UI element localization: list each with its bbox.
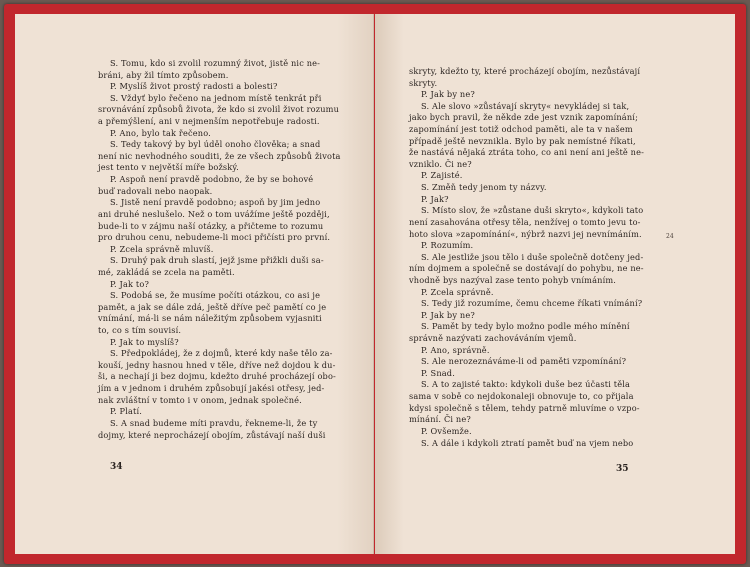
- left-page-text: [98, 58, 346, 441]
- text-line: P. Jak to?: [110, 278, 150, 289]
- text-line: S. Tedy takový by byl úděl onoho člověka; a snad: [110, 139, 321, 150]
- text-line: mínání. Či ne?: [409, 414, 471, 425]
- text-line: P. Ovšemže.: [421, 425, 472, 436]
- text-line: skryty.: [409, 77, 438, 88]
- text-line: S. Tomu, kdo si zvolil rozumný život, jistě nic ne-: [110, 58, 321, 68]
- text-line: správně nazývati zachováváním vjemů.: [409, 333, 577, 344]
- text-line: S. Předpokládej, že z dojmů, které kdy naše tělo za-: [110, 348, 333, 359]
- text-line: a přemýšlení, ani v nejmenším nepotřebuje radosti.: [98, 116, 320, 127]
- text-line: ši, a nechají ji bez dojmu, kdežto druhé procházejí obo-: [98, 371, 336, 382]
- text-line: S. Ale nerozeznáváme-li od paměti vzpomínání?: [421, 356, 627, 367]
- text-line: případě ještě nevznikla. Bylo by pak nemístné říkati,: [409, 135, 636, 146]
- text-line: P. Aspoň není pravdě podobno, že by se bohové: [110, 174, 314, 185]
- open-book: [4, 4, 746, 564]
- text-line: bude-li to v zájmu naší otázky, a přičteme to rozumu: [98, 220, 324, 231]
- text-line: P. Jak?: [421, 193, 449, 204]
- text-line: kdysi společně s tělem, tehdy patrně mluvíme o vzpo-: [409, 402, 640, 413]
- text-line: buď radovali nebo naopak.: [98, 185, 213, 196]
- text-line: P. Myslíš život prostý radosti a bolesti?: [110, 81, 278, 92]
- text-line: vnímání, má-li se nám náležitým způsobem vyjasniti: [98, 313, 322, 324]
- text-line: S. Místo slov, že »zůstane duši skryto«, kdykoli tato: [421, 205, 644, 216]
- text-line: vzniklo. Či ne?: [409, 158, 472, 169]
- text-line: S. Tedy již rozumíme, čemu chceme říkati vnímání?: [421, 298, 643, 309]
- text-line: jest tento v největší míře božský.: [98, 162, 239, 173]
- text-line: P. Platí.: [110, 406, 143, 417]
- text-line: S. Vždyť bylo řečeno na jednom místě tenkrát při: [110, 92, 322, 103]
- text-line: to, co s tím souvisí.: [98, 325, 182, 336]
- text-line: P. Zcela správně mluvíš.: [110, 243, 214, 254]
- text-line: jako bych pravil, že někde zde jest vznik zapomínání;: [409, 112, 638, 123]
- text-line: zapomínání jest totiž odchod paměti, ale ta v našem: [409, 124, 633, 135]
- text-line: S. A to zajisté takto: kdykoli duše bez účasti těla: [421, 379, 631, 390]
- text-line: S. Změň tedy jenom ty názvy.: [421, 182, 547, 193]
- text-line: P. Jak by ne?: [421, 89, 475, 100]
- text-line: ním dojmem a společně se dostávají do pohybu, ne ne-: [409, 263, 644, 274]
- text-line: P. Jak to myslíš?: [110, 336, 179, 347]
- text-line: kouší, jedny hasnou hned v těle, dříve než dojdou k du-: [98, 359, 336, 370]
- text-line: že nastává nějaká ztráta toho, co ani není ani ještě ne-: [409, 147, 645, 158]
- text-line: vhodně bys nazýval zase tento pohyb vnímáním.: [409, 274, 617, 285]
- text-line: S. A dále i kdykoli ztratí pamět buď na vjem nebo: [421, 437, 634, 448]
- text-line: S. Ale jestliže jsou tělo i duše společně dotčeny jed-: [421, 251, 644, 262]
- text-line: bráni, aby žil tímto způsobem.: [98, 69, 229, 80]
- text-line: jím a v jednom i druhém způsobují jakési otřesy, jed-: [98, 383, 325, 394]
- text-line: S. Podobá se, že musíme počíti otázkou, co asi je: [110, 290, 321, 301]
- text-line: ani druhé neslušelo. Než o tom uvážíme ještě později,: [98, 208, 330, 219]
- text-line: P. Zajisté.: [421, 170, 463, 181]
- text-line: S. A snad budeme míti pravdu, řekneme-li, že ty: [110, 417, 318, 428]
- text-line: P. Zcela správně.: [421, 286, 494, 297]
- text-line: sama v sobě co nejdokonaleji obnovuje to, co přijala: [409, 391, 634, 402]
- margin-note: 24: [666, 233, 674, 240]
- text-line: S. Druhý pak druh slastí, jejž jsme přižkli duši sa-: [110, 255, 324, 266]
- text-line: S. Ale slovo »zůstávají skryty« nevykládej si tak,: [421, 100, 630, 111]
- left-page-number: 34: [110, 462, 123, 472]
- text-line: skryty, kdežto ty, které procházejí obojím, nezůstávají: [409, 66, 641, 76]
- text-line: P. Snad.: [421, 367, 455, 378]
- right-page-text: [409, 66, 662, 449]
- text-line: P. Jak by ne?: [421, 309, 475, 320]
- left-page: [15, 14, 374, 554]
- text-line: hoto slova »zapomínání«, nýbrž nazvi jej nevnímáním.: [409, 228, 642, 239]
- text-line: srovnávání způsobů života, že kdo si zvolil život rozumu: [98, 104, 340, 115]
- text-line: pro druhou cenu, nebudeme-li moci přičísti pro první.: [98, 232, 331, 243]
- text-line: S. Pamět by tedy bylo možno podle mého mínění: [421, 321, 630, 332]
- text-line: nak zvláštní v tomto i v onom, jednak společné.: [98, 394, 302, 405]
- text-line: S. Jistě není pravdě podobno; aspoň by jim jedno: [110, 197, 321, 208]
- text-line: P. Ano, bylo tak řečeno.: [110, 127, 211, 138]
- right-page-number: 35: [616, 464, 629, 474]
- text-line: dojmy, které neprocházejí obojím, zůstávají naší duši: [98, 429, 326, 440]
- right-page: [375, 14, 735, 554]
- text-line: P. Ano, správně.: [421, 344, 490, 355]
- text-line: není zasahována otřesy těla, nenžívej o tomto jevu to-: [409, 216, 641, 227]
- text-line: není nic nevhodného souditi, že ze všech způsobů života: [98, 150, 341, 161]
- text-line: P. Rozumím.: [421, 240, 474, 251]
- text-line: pamět, a jak se dále zdá, ještě dříve peč pamětí co je: [98, 301, 327, 312]
- text-line: mé, zakládá se zcela na paměti.: [98, 266, 235, 277]
